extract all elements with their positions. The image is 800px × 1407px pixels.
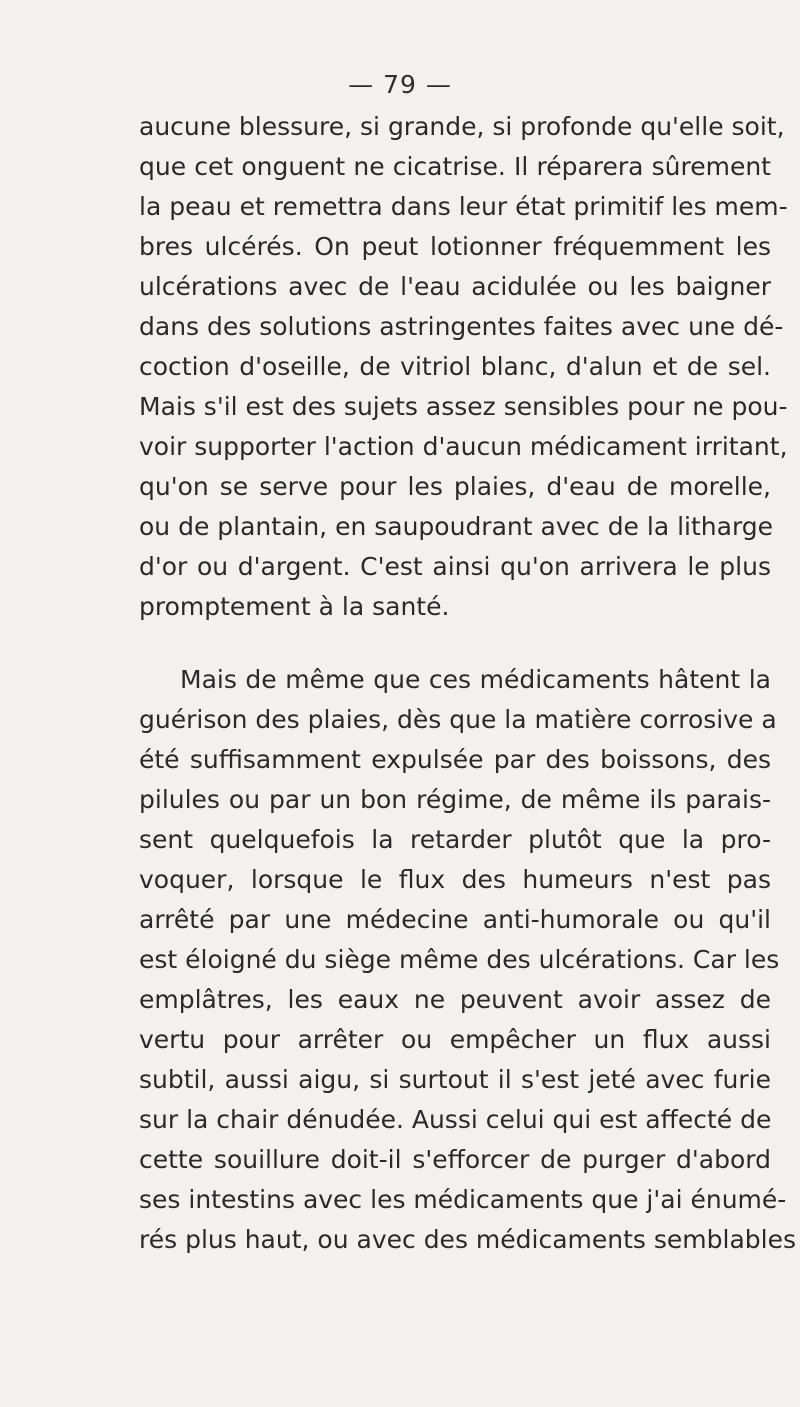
text-line: ses intestins avec les médicaments que j'ai énumé-: [139, 1185, 787, 1214]
text-line: pilules ou par un bon régime, de même ils parais-: [139, 785, 771, 814]
text-line: rés plus haut, ou avec des médicaments semblables: [139, 1225, 796, 1254]
text-line: arrêté par une médecine anti-humorale ou qu'il: [139, 905, 771, 934]
page-number: — 79 —: [348, 70, 452, 99]
text-line: subtil, aussi aigu, si surtout il s'est jeté avec furie: [139, 1065, 771, 1094]
text-line: d'or ou d'argent. C'est ainsi qu'on arrivera le plus: [139, 552, 771, 581]
text-line: sur la chair dénudée. Aussi celui qui est affecté de: [139, 1105, 772, 1134]
text-line: ou de plantain, en saupoudrant avec de la litharge: [139, 512, 774, 541]
text-line: voir supporter l'action d'aucun médicament irritant,: [139, 432, 788, 461]
text-line: emplâtres, les eaux ne peuvent avoir assez de: [139, 985, 771, 1014]
text-line: la peau et remettra dans leur état primitif les mem-: [139, 192, 788, 221]
text-line: est éloigné du siège même des ulcérations. Car les: [139, 945, 780, 974]
text-line: Mais de même que ces médicaments hâtent la: [180, 665, 771, 694]
text-line: bres ulcérés. On peut lotionner fréquemment les: [139, 232, 771, 261]
text-line: qu'on se serve pour les plaies, d'eau de morelle,: [139, 472, 771, 501]
text-line: que cet onguent ne cicatrise. Il réparera sûrement: [139, 152, 771, 181]
text-line: été suffisamment expulsée par des boissons, des: [139, 745, 771, 774]
text-line: promptement à la santé.: [139, 592, 450, 621]
text-line: coction d'oseille, de vitriol blanc, d'alun et de sel.: [139, 352, 771, 381]
text-line: voquer, lorsque le flux des humeurs n'est pas: [139, 865, 771, 894]
text-line: vertu pour arrêter ou empêcher un flux aussi: [139, 1025, 771, 1054]
text-line: sent quelquefois la retarder plutôt que la pro-: [139, 825, 771, 854]
text-line: ulcérations avec de l'eau acidulée ou les baigner: [139, 272, 771, 301]
text-line: aucune blessure, si grande, si profonde qu'elle soit,: [139, 112, 785, 141]
text-line: guérison des plaies, dès que la matière corrosive a: [139, 705, 777, 734]
text-line: dans des solutions astringentes faites avec une dé-: [139, 312, 784, 341]
text-line: cette souillure doit-il s'efforcer de purger d'abord: [139, 1145, 771, 1174]
text-line: Mais s'il est des sujets assez sensibles pour ne pou-: [139, 392, 788, 421]
